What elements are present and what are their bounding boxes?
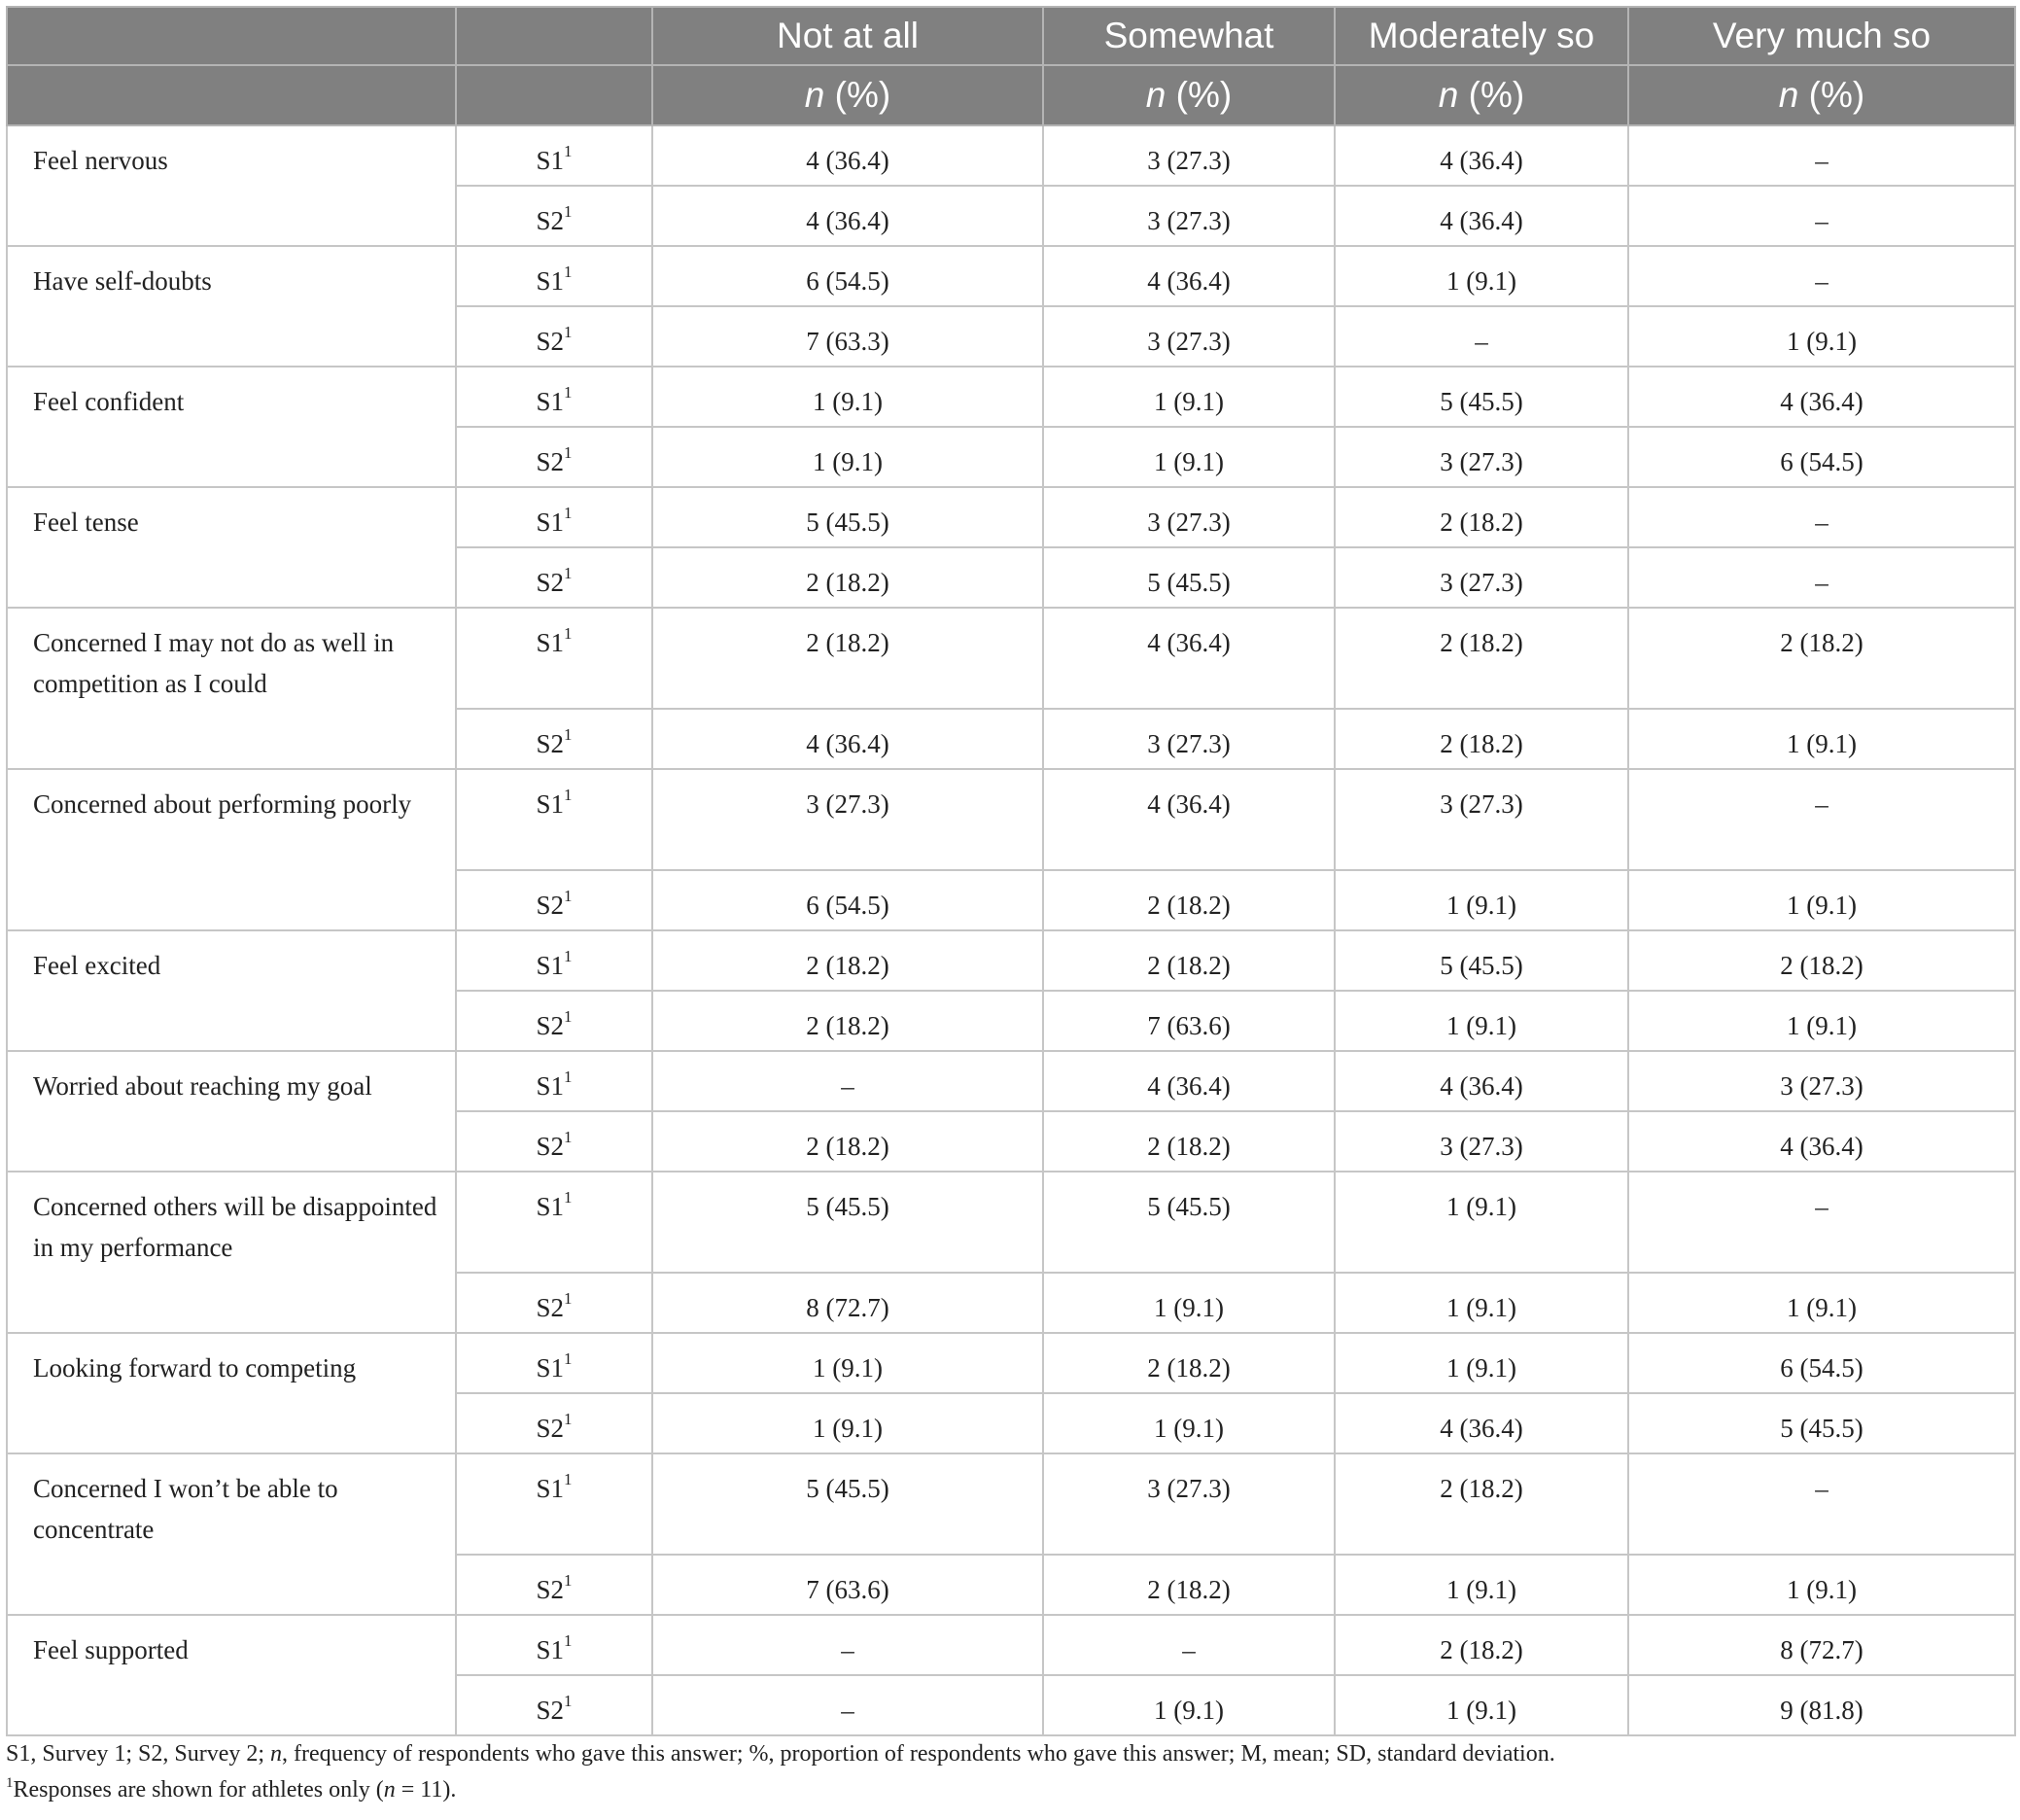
table-row: [7, 367, 2015, 427]
survey-cell: [456, 246, 652, 306]
header-units: [1628, 65, 2015, 125]
survey-footnote-marker: 1: [564, 624, 573, 643]
survey-label: S2: [536, 1575, 565, 1604]
header-moderately-so: Moderately so: [1335, 7, 1628, 65]
value-cell-very-much-so: –: [1628, 1453, 2015, 1555]
value-cell-moderately-so: 3 (27.3): [1335, 769, 1628, 870]
value-cell-moderately-so: 2 (18.2): [1335, 1615, 1628, 1675]
value-cell-moderately-so: 2 (18.2): [1335, 1453, 1628, 1555]
item-label: Feel excited: [7, 930, 456, 1051]
survey-label: S1: [536, 146, 565, 175]
survey-label: S1: [536, 387, 565, 416]
value-cell-not-at-all: 2 (18.2): [652, 930, 1043, 991]
survey-footnote-marker: 1: [564, 443, 573, 462]
header-units-pct: (%): [824, 75, 891, 115]
survey-cell: [456, 427, 652, 487]
value-cell-not-at-all: –: [652, 1615, 1043, 1675]
survey-cell: [456, 1393, 652, 1453]
item-label: Concerned I may not do as well in competition as I could: [7, 608, 456, 769]
value-cell-very-much-so: –: [1628, 547, 2015, 608]
table-container: [6, 6, 2014, 1736]
item-label: Looking forward to competing: [7, 1333, 456, 1453]
value-cell-moderately-so: 1 (9.1): [1335, 991, 1628, 1051]
header-units: [1043, 65, 1335, 125]
survey-footnote-marker: 1: [564, 262, 573, 281]
value-cell-moderately-so: 1 (9.1): [1335, 1675, 1628, 1735]
survey-cell: [456, 769, 652, 870]
survey-label: S1: [536, 628, 565, 657]
value-cell-not-at-all: 1 (9.1): [652, 1333, 1043, 1393]
value-cell-very-much-so: 1 (9.1): [1628, 306, 2015, 367]
value-cell-not-at-all: 4 (36.4): [652, 709, 1043, 769]
survey-label: S1: [536, 951, 565, 980]
table-row: [7, 246, 2015, 306]
value-cell-somewhat: 4 (36.4): [1043, 769, 1335, 870]
survey-cell: [456, 1172, 652, 1273]
table-row: [7, 1051, 2015, 1111]
survey-cell: [456, 1051, 652, 1111]
value-cell-very-much-so: 2 (18.2): [1628, 608, 2015, 709]
value-cell-moderately-so: 5 (45.5): [1335, 930, 1628, 991]
header-units-n: n: [1438, 75, 1459, 115]
header-somewhat: Somewhat: [1043, 7, 1335, 65]
table-body: [7, 125, 2015, 1735]
table-row: [7, 930, 2015, 991]
table-row: [7, 1333, 2015, 1393]
survey-cell: [456, 991, 652, 1051]
value-cell-somewhat: 3 (27.3): [1043, 1453, 1335, 1555]
header-units-n: n: [1778, 75, 1799, 115]
survey-label: S1: [536, 1474, 565, 1503]
value-cell-very-much-so: 1 (9.1): [1628, 1555, 2015, 1615]
header-units-pct: (%): [1166, 75, 1233, 115]
item-label: Have self-doubts: [7, 246, 456, 367]
survey-footnote-marker: 1: [564, 725, 573, 744]
survey-label: S2: [536, 1132, 565, 1161]
value-cell-not-at-all: 2 (18.2): [652, 547, 1043, 608]
value-cell-not-at-all: 6 (54.5): [652, 870, 1043, 930]
survey-cell: [456, 186, 652, 246]
header-units-pct: (%): [1798, 75, 1865, 115]
survey-footnote-marker: 1: [564, 947, 573, 965]
value-cell-not-at-all: 1 (9.1): [652, 427, 1043, 487]
value-cell-moderately-so: 4 (36.4): [1335, 125, 1628, 186]
value-cell-very-much-so: –: [1628, 769, 2015, 870]
header-units: [652, 65, 1043, 125]
value-cell-somewhat: 1 (9.1): [1043, 367, 1335, 427]
table-row: [7, 125, 2015, 186]
survey-footnote-marker: 1: [564, 786, 573, 804]
item-label: Worried about reaching my goal: [7, 1051, 456, 1172]
survey-cell: [456, 547, 652, 608]
survey-label: S1: [536, 1353, 565, 1382]
value-cell-very-much-so: 8 (72.7): [1628, 1615, 2015, 1675]
survey-cell: [456, 306, 652, 367]
header-units-n: n: [804, 75, 825, 115]
value-cell-very-much-so: –: [1628, 1172, 2015, 1273]
table-footnotes: [6, 1736, 2008, 1808]
item-label: Feel supported: [7, 1615, 456, 1735]
survey-label: S2: [536, 568, 565, 597]
value-cell-moderately-so: 1 (9.1): [1335, 1273, 1628, 1333]
header-not-at-all: Not at all: [652, 7, 1043, 65]
value-cell-very-much-so: –: [1628, 186, 2015, 246]
survey-footnote-marker: 1: [564, 323, 573, 341]
value-cell-somewhat: 3 (27.3): [1043, 709, 1335, 769]
survey-cell: [456, 1333, 652, 1393]
value-cell-somewhat: 3 (27.3): [1043, 487, 1335, 547]
value-cell-somewhat: 4 (36.4): [1043, 246, 1335, 306]
header-very-much-so: Very much so: [1628, 7, 2015, 65]
survey-cell: [456, 709, 652, 769]
value-cell-somewhat: 3 (27.3): [1043, 306, 1335, 367]
value-cell-very-much-so: 1 (9.1): [1628, 870, 2015, 930]
value-cell-not-at-all: 2 (18.2): [652, 991, 1043, 1051]
value-cell-not-at-all: –: [652, 1675, 1043, 1735]
value-cell-moderately-so: 1 (9.1): [1335, 870, 1628, 930]
item-label: Concerned about performing poorly: [7, 769, 456, 930]
survey-cell: [456, 1453, 652, 1555]
survey-cell: [456, 870, 652, 930]
value-cell-moderately-so: 1 (9.1): [1335, 1172, 1628, 1273]
survey-cell: [456, 367, 652, 427]
survey-cell: [456, 1273, 652, 1333]
table-row: [7, 769, 2015, 870]
value-cell-moderately-so: 4 (36.4): [1335, 186, 1628, 246]
table-row: [7, 1172, 2015, 1273]
value-cell-very-much-so: 4 (36.4): [1628, 367, 2015, 427]
survey-footnote-marker: 1: [564, 1289, 573, 1308]
value-cell-not-at-all: 6 (54.5): [652, 246, 1043, 306]
header-row-categories: [7, 7, 2015, 65]
survey-cell: [456, 487, 652, 547]
survey-footnote-marker: 1: [564, 1349, 573, 1368]
value-cell-somewhat: 5 (45.5): [1043, 1172, 1335, 1273]
value-cell-moderately-so: 1 (9.1): [1335, 246, 1628, 306]
value-cell-somewhat: 3 (27.3): [1043, 125, 1335, 186]
item-label: Concerned I won’t be able to concentrate: [7, 1453, 456, 1615]
survey-cell: [456, 1615, 652, 1675]
survey-cell: [456, 608, 652, 709]
survey-label: S1: [536, 1635, 565, 1664]
value-cell-moderately-so: 3 (27.3): [1335, 547, 1628, 608]
survey-label: S1: [536, 789, 565, 819]
value-cell-moderately-so: –: [1335, 306, 1628, 367]
value-cell-not-at-all: 8 (72.7): [652, 1273, 1043, 1333]
header-units-n: n: [1145, 75, 1167, 115]
survey-label: S2: [536, 206, 565, 235]
value-cell-very-much-so: 1 (9.1): [1628, 1273, 2015, 1333]
value-cell-very-much-so: 5 (45.5): [1628, 1393, 2015, 1453]
value-cell-not-at-all: 4 (36.4): [652, 125, 1043, 186]
survey-cell: [456, 930, 652, 991]
survey-footnote-marker: 1: [564, 1631, 573, 1650]
value-cell-somewhat: 5 (45.5): [1043, 547, 1335, 608]
header-blank-survey: [456, 7, 652, 65]
value-cell-somewhat: 1 (9.1): [1043, 1393, 1335, 1453]
value-cell-not-at-all: 4 (36.4): [652, 186, 1043, 246]
survey-footnote-marker: 1: [564, 564, 573, 582]
header-units-pct: (%): [1458, 75, 1525, 115]
survey-footnote-marker: 1: [564, 1571, 573, 1590]
table-row: [7, 487, 2015, 547]
footnote-abbreviations: S1, Survey 1; S2, Survey 2; n, frequency of respondents who gave this answer; %, proportion of respondents who gave this answer; M, mean; SD, standard deviation.: [6, 1741, 1555, 1767]
table-row: [7, 1453, 2015, 1555]
survey-footnote-marker: 1: [564, 1007, 573, 1026]
survey-cell: [456, 125, 652, 186]
header-blank-item: [7, 7, 456, 65]
survey-cell: [456, 1111, 652, 1172]
survey-label: S2: [536, 1011, 565, 1040]
survey-footnote-marker: 1: [564, 383, 573, 402]
value-cell-moderately-so: 1 (9.1): [1335, 1555, 1628, 1615]
value-cell-moderately-so: 2 (18.2): [1335, 608, 1628, 709]
survey-footnote-marker: 1: [564, 1128, 573, 1146]
item-label: Feel nervous: [7, 125, 456, 246]
survey-cell: [456, 1555, 652, 1615]
value-cell-very-much-so: 4 (36.4): [1628, 1111, 2015, 1172]
value-cell-somewhat: 4 (36.4): [1043, 608, 1335, 709]
value-cell-moderately-so: 2 (18.2): [1335, 487, 1628, 547]
value-cell-not-at-all: 3 (27.3): [652, 769, 1043, 870]
value-cell-somewhat: 2 (18.2): [1043, 1111, 1335, 1172]
value-cell-not-at-all: 2 (18.2): [652, 1111, 1043, 1172]
value-cell-somewhat: 3 (27.3): [1043, 186, 1335, 246]
value-cell-not-at-all: 1 (9.1): [652, 1393, 1043, 1453]
survey-label: S2: [536, 729, 565, 758]
survey-footnote-marker: 1: [564, 1410, 573, 1428]
header-units-blank-item: [7, 65, 456, 125]
value-cell-very-much-so: –: [1628, 246, 2015, 306]
header-units-blank-survey: [456, 65, 652, 125]
survey-footnote-marker: 1: [564, 1068, 573, 1086]
value-cell-somewhat: 1 (9.1): [1043, 1675, 1335, 1735]
value-cell-somewhat: 2 (18.2): [1043, 870, 1335, 930]
value-cell-moderately-so: 4 (36.4): [1335, 1051, 1628, 1111]
item-label: Concerned others will be disappointed in my performance: [7, 1172, 456, 1333]
survey-footnote-marker: 1: [564, 1470, 573, 1488]
survey-cell: [456, 1675, 652, 1735]
survey-label: S2: [536, 1696, 565, 1725]
value-cell-very-much-so: 6 (54.5): [1628, 427, 2015, 487]
value-cell-somewhat: 2 (18.2): [1043, 930, 1335, 991]
value-cell-somewhat: –: [1043, 1615, 1335, 1675]
value-cell-moderately-so: 1 (9.1): [1335, 1333, 1628, 1393]
value-cell-moderately-so: 4 (36.4): [1335, 1393, 1628, 1453]
survey-label: S1: [536, 508, 565, 537]
survey-label: S2: [536, 1293, 565, 1322]
survey-footnote-marker: 1: [564, 504, 573, 522]
value-cell-moderately-so: 3 (27.3): [1335, 1111, 1628, 1172]
survey-label: S1: [536, 266, 565, 296]
item-label: Feel tense: [7, 487, 456, 608]
survey-label: S2: [536, 447, 565, 476]
footnote-athletes: $^1$Responses are shown for athletes only (n = 11).: [6, 1775, 457, 1802]
value-cell-not-at-all: 5 (45.5): [652, 1453, 1043, 1555]
value-cell-moderately-so: 3 (27.3): [1335, 427, 1628, 487]
value-cell-not-at-all: 1 (9.1): [652, 367, 1043, 427]
value-cell-very-much-so: 1 (9.1): [1628, 991, 2015, 1051]
value-cell-somewhat: 1 (9.1): [1043, 1273, 1335, 1333]
value-cell-very-much-so: 3 (27.3): [1628, 1051, 2015, 1111]
survey-footnote-marker: 1: [564, 202, 573, 221]
survey-footnote-marker: 1: [564, 142, 573, 160]
survey-label: S2: [536, 327, 565, 356]
value-cell-not-at-all: 7 (63.3): [652, 306, 1043, 367]
survey-footnote-marker: 1: [564, 1188, 573, 1207]
value-cell-somewhat: 1 (9.1): [1043, 427, 1335, 487]
responses-table: [6, 6, 2016, 1736]
value-cell-somewhat: 4 (36.4): [1043, 1051, 1335, 1111]
value-cell-not-at-all: 5 (45.5): [652, 487, 1043, 547]
value-cell-somewhat: 7 (63.6): [1043, 991, 1335, 1051]
survey-label: S1: [536, 1192, 565, 1221]
value-cell-not-at-all: 2 (18.2): [652, 608, 1043, 709]
survey-footnote-marker: 1: [564, 887, 573, 905]
table-header: [7, 7, 2015, 125]
value-cell-not-at-all: 5 (45.5): [652, 1172, 1043, 1273]
header-row-units: [7, 65, 2015, 125]
value-cell-very-much-so: 9 (81.8): [1628, 1675, 2015, 1735]
survey-footnote-marker: 1: [564, 1692, 573, 1710]
table-row: [7, 1615, 2015, 1675]
survey-label: S2: [536, 1414, 565, 1443]
value-cell-somewhat: 2 (18.2): [1043, 1555, 1335, 1615]
value-cell-moderately-so: 2 (18.2): [1335, 709, 1628, 769]
value-cell-very-much-so: 2 (18.2): [1628, 930, 2015, 991]
value-cell-very-much-so: 1 (9.1): [1628, 709, 2015, 769]
value-cell-very-much-so: –: [1628, 487, 2015, 547]
value-cell-moderately-so: 5 (45.5): [1335, 367, 1628, 427]
value-cell-somewhat: 2 (18.2): [1043, 1333, 1335, 1393]
table-row: [7, 608, 2015, 709]
survey-label: S1: [536, 1071, 565, 1101]
survey-label: S2: [536, 891, 565, 920]
item-label: Feel confident: [7, 367, 456, 487]
value-cell-very-much-so: –: [1628, 125, 2015, 186]
value-cell-not-at-all: –: [652, 1051, 1043, 1111]
header-units: [1335, 65, 1628, 125]
value-cell-not-at-all: 7 (63.6): [652, 1555, 1043, 1615]
value-cell-very-much-so: 6 (54.5): [1628, 1333, 2015, 1393]
